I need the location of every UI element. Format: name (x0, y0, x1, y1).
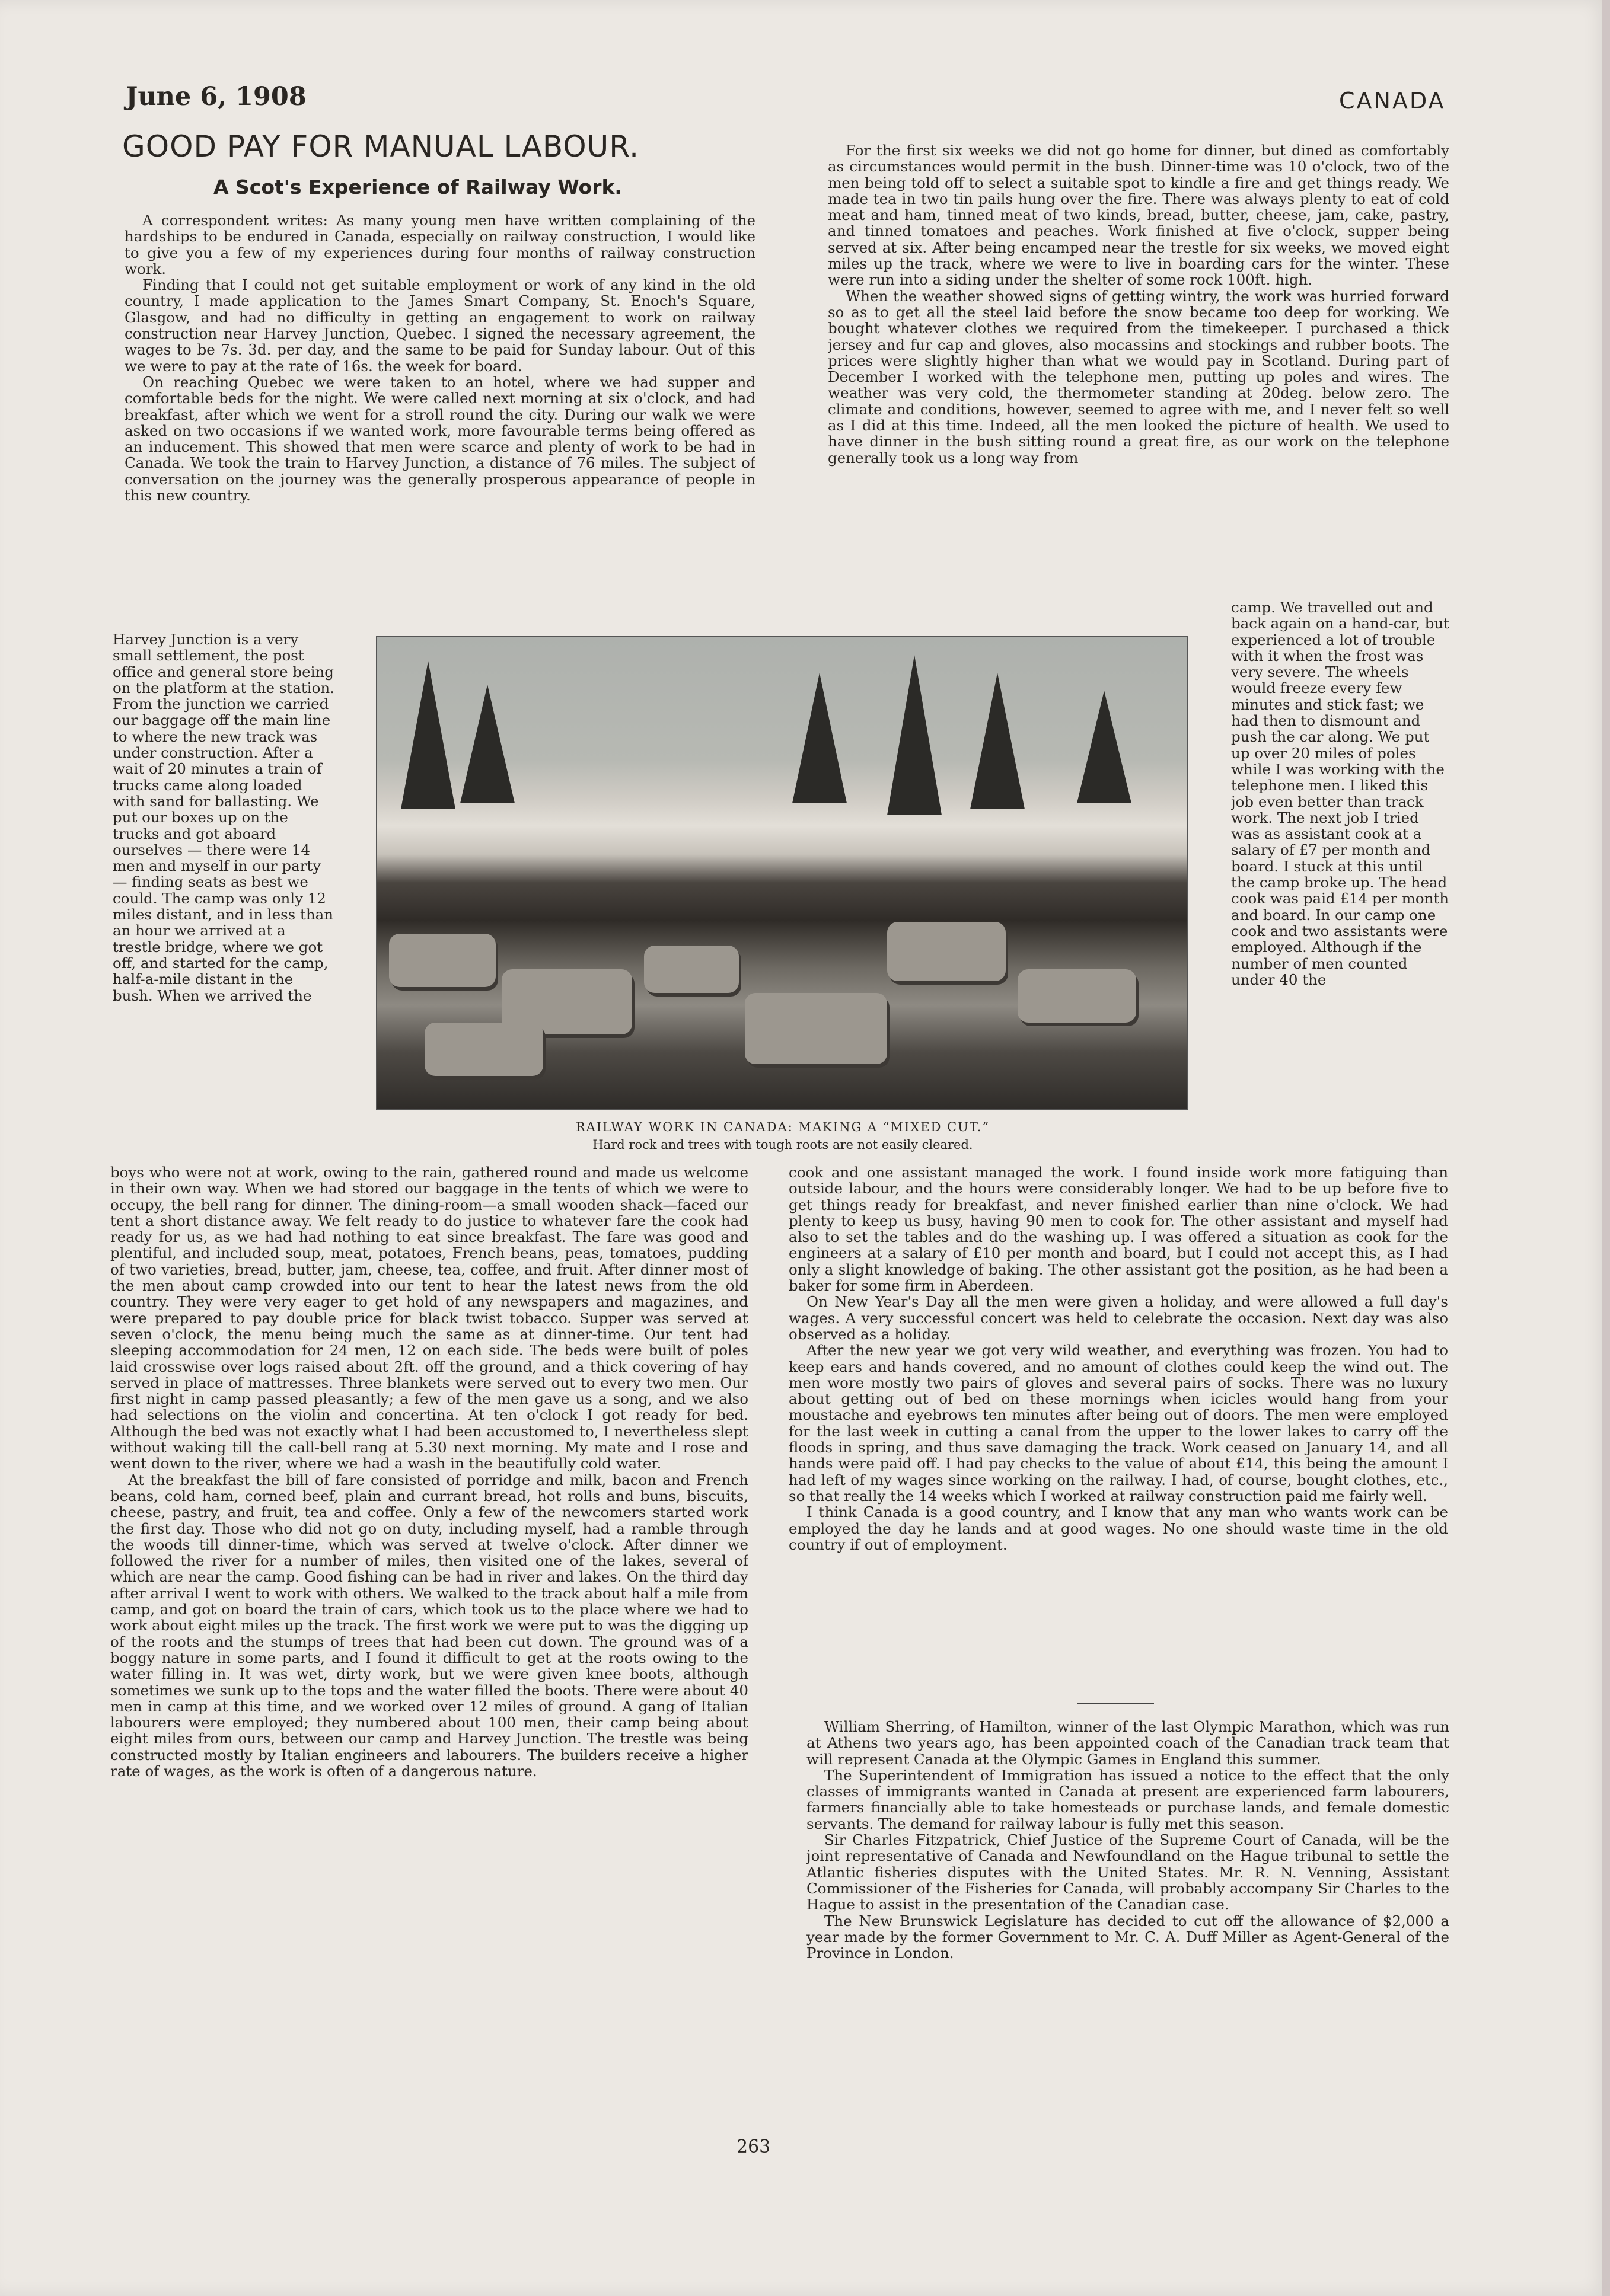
paragraph: Finding that I could not get suitable employment or work of any kind in the old country, I made application to the James Smart Company, St. Enoch's Square, Glasgow, and had no difficulty in getting an engagement to work on railway construction near Harvey Junction, Quebec. I signed the necessary agreement, the wages to be 7s. 3d. per day, and the same to be paid for Sunday labour. Out of this we were to pay at the rate of 16s. the week for board. (125, 276, 755, 375)
rock (1018, 969, 1136, 1023)
paragraph: At the breakfast the bill of fare consisted of porridge and milk, bacon and French beans, cold ham, corned beef, plain and currant bread, hot rolls and buns, biscuits, cheese, pastry, and fruit, tea and coffee. Only a few of the newcomers started work the first day. Those who did not go on duty, including myself, had a ramble through the woods till dinner-time, which was served at twelve o'clock. After dinner we followed the river for a number of miles, then visited one of the lakes, several of which are near the camp. Good fishing can be had in river and lakes. On the third day after arrival I went to work with others. We walked to the track about half a mile from camp, and got on board the train of cars, which took us to the place where we had to work about eight miles up the track. The first work we were put to was the digging up of the roots and the stumps of trees that had been cut down. The ground was of a boggy nature in some parts, and I found it difficult to get at the roots owing to the water filling in. It was wet, dirty work, but we were given knee boots, although sometimes we sunk up to the tops and the water filled the boots. There were about 40 men in camp at this time, and we worked over 12 miles of ground. A gang of Italian labourers were employed; they numbered about 100 men, their camp being about eight miles from ours, between our camp and Harvey Junction. The trestle was being constructed mostly by Italian engineers and labourers. The builders receive a higher rate of wages, as the work is often of a dangerous nature. (110, 1471, 748, 1780)
tree-silhouette (970, 673, 1025, 809)
article-col2-lower (789, 1164, 1448, 1686)
tree-silhouette (460, 685, 515, 803)
section-divider (1077, 1703, 1154, 1704)
news-item: The Superintendent of Immigration has issued a notice to the effect that the only classes of immigrants wanted in Canada at present are experienced farm labourers, farmers financially able to take homesteads or purchase lands, and female domestic servants. The demand for railway labour is fully met this season. (806, 1766, 1449, 1832)
article-subtitle: A Scot's Experience of Railway Work. (213, 175, 622, 199)
tree-silhouette (792, 673, 847, 803)
paragraph: I think Canada is a good country, and I know that any man who wants work can be employed the day he lands and at good wages. No one should waste time in the old country if out of employment. (789, 1503, 1448, 1553)
article-col1-upper (125, 212, 755, 630)
paragraph: For the first six weeks we did not go home for dinner, but dined as comfortably as circumstances would permit in the bush. Dinner-time was 10 o'clock, two of the men being told off to select a suitable spot to kindle a fire and get things ready. We made tea in two tin pails hung over the fire. There was always plenty to eat of cold meat and ham, tinned meat of two kinds, bread, butter, cheese, jam, cake, pastry, and tinned tomatoes and peaches. Work finished at five o'clock, supper being served at six. After being encamped near the trestle for six weeks, we moved eight miles up the track, where we were to live in boarding cars for the winter. These were run into a siding under the shelter of some rock 100ft. high. (828, 142, 1449, 289)
page-number: 263 (737, 2137, 771, 2157)
news-item: Sir Charles Fitzpatrick, Chief Justice of the Supreme Court of Canada, will be the joint representative of Canada and Newfoundland on the Hague tribunal to settle the Atlantic fisheries disputes with the United States. Mr. R. N. Venning, Assistant Commissioner of the Fisheries for Canada, will probably accompany Sir Charles to the Hague to assist in the presentation of the Canadian case. (806, 1831, 1449, 1914)
news-item: William Sherring, of Hamilton, winner of the last Olympic Marathon, which was run at Athens two years ago, has been appointed coach of the Canadian track team that will represent Canada at the Olympic Games in England this summer. (806, 1719, 1449, 1768)
photo-caption: RAILWAY WORK IN CANADA: MAKING A “MIXED CUT.” (575, 1120, 990, 1134)
rock (389, 934, 496, 987)
page-edge (1602, 0, 1610, 2296)
news-item: The New Brunswick Legislature has decided to cut off the allowance of $2,000 a year made by the former Government to Mr. C. A. Duff Miller as Agent-General of the Province in London. (806, 1912, 1449, 1962)
issue-date: June 6, 1908 (126, 82, 307, 111)
paragraph: On reaching Quebec we were taken to an hotel, where we had supper and comfortable beds for the night. We were called next morning at six o'clock, and had breakfast, after which we went for a stroll round the city. During our walk we were asked on two occasions if we wanted work, more favourable terms being offered as an inducement. This showed that men were scarce and plenty of work to be had in Canada. We took the train to Harvey Junction, a distance of 76 miles. The subject of conversation on the journey was the generally prosperous appearance of people in this new country. (125, 373, 755, 504)
paragraph: boys who were not at work, owing to the rain, gathered round and made us welcome in their own way. When we had stored our baggage in the tents of which we were to occupy, the bell rang for dinner. The dining-room—a small wooden shack—faced our tent a short distance away. We felt ready to do justice to whatever fare the cook had ready for us, as we had had nothing to eat since breakfast. The fare was good and plentiful, and included soup, meat, potatoes, French beans, peas, tomatoes, pudding of two varieties, bread, butter, jam, cheese, tea, coffee, and fruit. After dinner most of the men about camp crowded into our tent to hear the latest news from the old country. They were very eager to get hold of any newspapers and magazines, and were prepared to pay double price for black twist tobacco. Supper was served at seven o'clock, the menu being much the same as at dinner-time. Our tent had sleeping accommodation for 24 men, 12 on each side. The beds were built of poles laid crosswise over logs raised about 2ft. off the ground, and a thick covering of hay served in place of mattresses. Three blankets were served out to every two men. Our first night in camp passed pleasantly; a few of the men gave us a song, and we also had selections on the violin and concertina. At ten o'clock I got ready for bed. Although the bed was not exactly what I had been accustomed to, I nevertheless slept without waking till the call-bell rang at 5.30 next morning. My mate and I rose and went down to the river, where we had a wash in the beautifully cold water. (110, 1164, 748, 1473)
article-title: GOOD PAY FOR MANUAL LABOUR. (122, 129, 640, 164)
rock (644, 946, 739, 993)
article-col1-lower (110, 1164, 748, 2110)
paragraph: On New Year's Day all the men were given a holiday, and were allowed a full day's wages. A very successful concert was held to celebrate the occasion. Next day was also observed as a holiday. (789, 1293, 1448, 1343)
tree-silhouette (887, 655, 942, 815)
rock (887, 922, 1006, 981)
paragraph: Harvey Junction is a very small settlement, the post office and general store being on the platform at the station. From the junction we carried our baggage off the main line to where the new track was under construction. After a wait of 20 minutes a train of trucks came along loaded with sand for ballasting. We put our boxes up on the trucks and got aboard ourselves — there were 14 men and myself in our party — finding seats as best we could. The camp was only 12 miles distant, and in less than an hour we arrived at a trestle bridge, where we got off, and started for the camp, half-a-mile distant in the bush. When we arrived the (113, 631, 334, 1004)
paragraph: camp. We travelled out and back again on a hand-car, but experienced a lot of trouble with it when the frost was very severe. The wheels would freeze every few minutes and stick fast; we had then to dismount and push the car along. We put up over 20 miles of poles while I was working with the telephone men. I liked this job even better than track work. The next job I tried was as assistant cook at a salary of £7 per month and board. I stuck at this until the camp broke up. The head cook was paid £14 per month and board. In our camp one cook and two assistants were employed. Although if the number of men counted under 40 the (1231, 599, 1449, 988)
news-items (806, 1719, 1449, 2104)
article-col2-narrow (1231, 599, 1449, 1164)
paragraph: When the weather showed signs of getting wintry, the work was hurried forward so as to get all the steel laid before the snow became too deep for working. We bought whatever clothes we required from the timekeeper. I purchased a thick jersey and fur cap and gloves, also mocassins and stockings and rubber boots. The prices were slightly higher than what we would pay in Scotland. During part of December I worked with the telephone men, putting up poles and wires. The weather was very cold, the thermometer standing at 20deg. below zero. The climate and conditions, however, seemed to agree with me, and I never felt so well as I did at this time. Indeed, all the men looked the picture of health. We used to have dinner in the bush sitting round a great fire, as our work on the telephone generally took us a long way from (828, 287, 1449, 467)
tree-silhouette (401, 661, 455, 809)
paragraph: cook and one assistant managed the work. I found inside work more fatiguing than outside labour, and the hours were considerably longer. We had to be up before five to get things ready for breakfast, and never finished earlier than nine o'clock. We had plenty to keep us busy, having 90 men to cook for. The other assistant and myself had also to set the tables and do the washing up. I was offered a situation as cook for the engineers at a salary of £10 per month and board, but I could not accept this, as I had only a slight knowledge of baking. The other assistant got the position, as he had been a baker for some firm in Aberdeen. (789, 1164, 1448, 1295)
magazine-name: CANADA (1339, 88, 1446, 114)
article-col1-narrow (113, 631, 336, 1163)
rock (745, 993, 887, 1064)
photo-subcaption: Hard rock and trees with tough roots are not easily cleared. (592, 1138, 973, 1152)
article-col2-upper (828, 142, 1449, 596)
railway-work-photo (376, 636, 1188, 1110)
paragraph: A correspondent writes: As many young men have written complaining of the hardships to be endured in Canada, especially on railway construction, I would like to give you a few of my experiences during four months of railway construction work. (125, 212, 755, 277)
tree-silhouette (1077, 691, 1131, 803)
rock (425, 1023, 543, 1076)
paragraph: After the new year we got very wild weather, and everything was frozen. You had to keep ears and hands covered, and no amount of clothes could keep the wind out. The men wore mostly two pairs of gloves and several pairs of socks. There was no luxury about getting out of bed on these mornings when icicles would hang from your moustache and eyebrows ten minutes after being out of doors. The men were employed for the last week in cutting a canal from the upper to the lower lakes to carry off the floods in spring, and thus save damaging the track. Work ceased on January 14, and all hands were paid off. I had pay checks to the value of about £14, this being the amount I had left of my wages since working on the railway. I had, of course, bought clothes, etc., so that really the 14 weeks which I worked at railway construction paid me fairly well. (789, 1342, 1448, 1505)
